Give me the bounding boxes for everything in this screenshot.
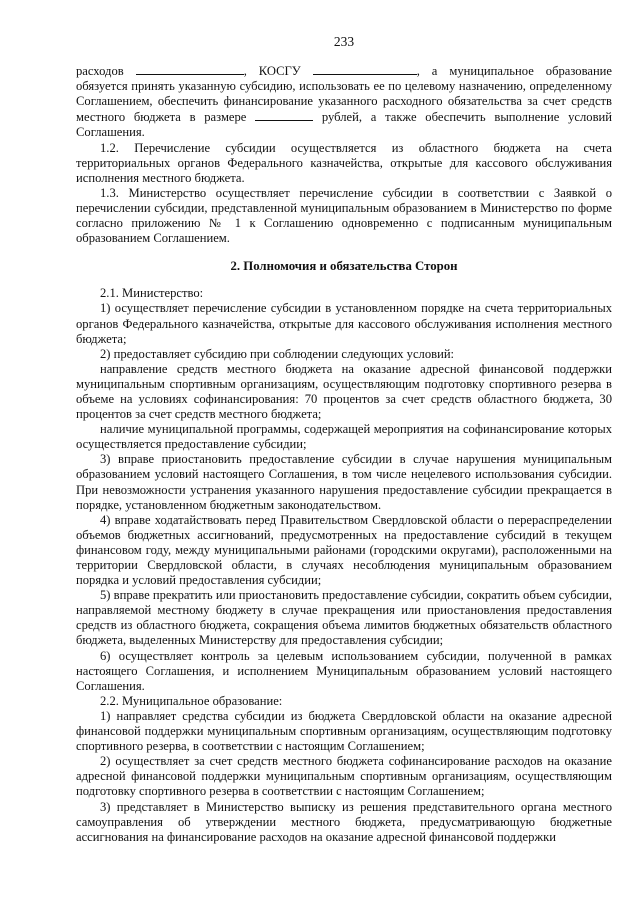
paragraph-2-1: 2.1. Министерство:	[100, 286, 204, 301]
blank-line	[136, 63, 244, 75]
page-number: 233	[333, 34, 355, 49]
paragraph-2-1-2: 2) предоставляет субсидию при соблюдении следующих условий:	[100, 346, 455, 361]
blank-line	[255, 109, 313, 121]
paragraph-2-1-2-a: направление средств местного бюджета на оказание адресной финансовой поддержки муниципальным спортивным организациям, осуществляющим подготовку спортивного резерва в объеме на условиях софинансирования: 70 процентов за счет средств областного бюджета, 30 процентов за счет средств местного бюджета;	[76, 361, 612, 422]
paragraph-2-1-5: 5) вправе прекратить или приостановить предоставление субсидии, сократить объем субсидии, направляемой местному бюджету в случае прекращения или приостановления предоставления средств из областного бюджета, сокращения объема лимитов бюджетных обязательств областного бюджета, выделенных Министерству для предоставления субсидии;	[76, 588, 612, 648]
paragraph-2-2: 2.2. Муниципальное образование:	[100, 693, 283, 708]
paragraph-2-1-1: 1) осуществляет перечисление субсидии в установленном порядке на счета территориальных органов Федерального казначейства, открытые для кассового обслуживания исполнения местного бюджета;	[76, 301, 612, 346]
paragraph-2-2-2: 2) осуществляет за счет средств местного бюджета софинансирование расходов на оказание адресной финансовой поддержки муниципальным спортивным организациям, осуществляющим подготовку спортивного резерва в соответствии с настоящим Соглашением;	[76, 754, 612, 799]
paragraph-2-1-4: 4) вправе ходатайствовать перед Правительством Свердловской области о перераспределении объемов бюджетных ассигнований, предусмотренных на предоставление субсидий в текущем финансовом году, между муниципальными районами (городскими округами), расположенными на территории Свердловской области, в случаях несоблюдения муниципальным образованием порядка и условий предоставления субсидии;	[76, 512, 612, 588]
intro-text-1: расходов	[76, 64, 124, 79]
paragraph-intro	[76, 63, 612, 140]
blank-line	[313, 63, 417, 75]
paragraph-2-1-2-b: наличие муниципальной программы, содержащей мероприятия на софинансирование которых осуществляется предоставление субсидии;	[76, 422, 612, 452]
paragraph-2-2-3: 3) представляет в Министерство выписку из решения представительного органа местного самоуправления об утверждении местного бюджета, предусматривающую бюджетные ассигнования на финансирование расходов на оказание адресной финансовой поддержки	[76, 799, 612, 844]
section-2-heading: 2. Полномочия и обязательства Сторон	[230, 259, 458, 274]
intro-text-2: , КОСГУ	[243, 64, 301, 79]
paragraph-2-1-6: 6) осуществляет контроль за целевым использованием субсидии, полученной в рамках настоящего Соглашения, и исполнением Муниципальным образованием условий настоящего Соглашения.	[76, 648, 612, 693]
paragraph-1-3: 1.3. Министерство осуществляет перечисление субсидии в соответствии с Заявкой о перечислении субсидии, представленной муниципальным образованием в Министерство по форме согласно приложению № 1 к Соглашению одновременно с подписанным муниципальным образованием Соглашением.	[76, 185, 612, 246]
intro-text-3: , а муниципальное образование обязуется принять указанную субсидию, использовать ее по целевому назначению, определенному Соглашением, обеспечить финансирование указанного расходного обязательства за счет средств местного бюджета в размере	[76, 64, 613, 125]
intro-text-4: рублей, а также обеспечить выполнение условий Соглашения.	[76, 110, 612, 140]
paragraph-2-1-3: 3) вправе приостановить предоставление субсидии в случае нарушения муниципальным образованием условий настоящего Соглашения, в том числе нецелевого использования субсидии. При невозможности устранения указанного нарушения предоставление субсидии прекращается в порядке, установленном бюджетным законодательством.	[76, 452, 612, 512]
paragraph-1-2: 1.2. Перечисление субсидии осуществляется из областного бюджета на счета территориальных органов Федерального казначейства, открытые для кассового обслуживания исполнения местного бюджета.	[76, 140, 612, 185]
paragraph-2-2-1: 1) направляет средства субсидии из бюджета Свердловской области на оказание адресной финансовой поддержки муниципальным спортивным организациям, осуществляющим подготовку спортивного резерва, в соответствии с настоящим Соглашением;	[76, 708, 612, 754]
